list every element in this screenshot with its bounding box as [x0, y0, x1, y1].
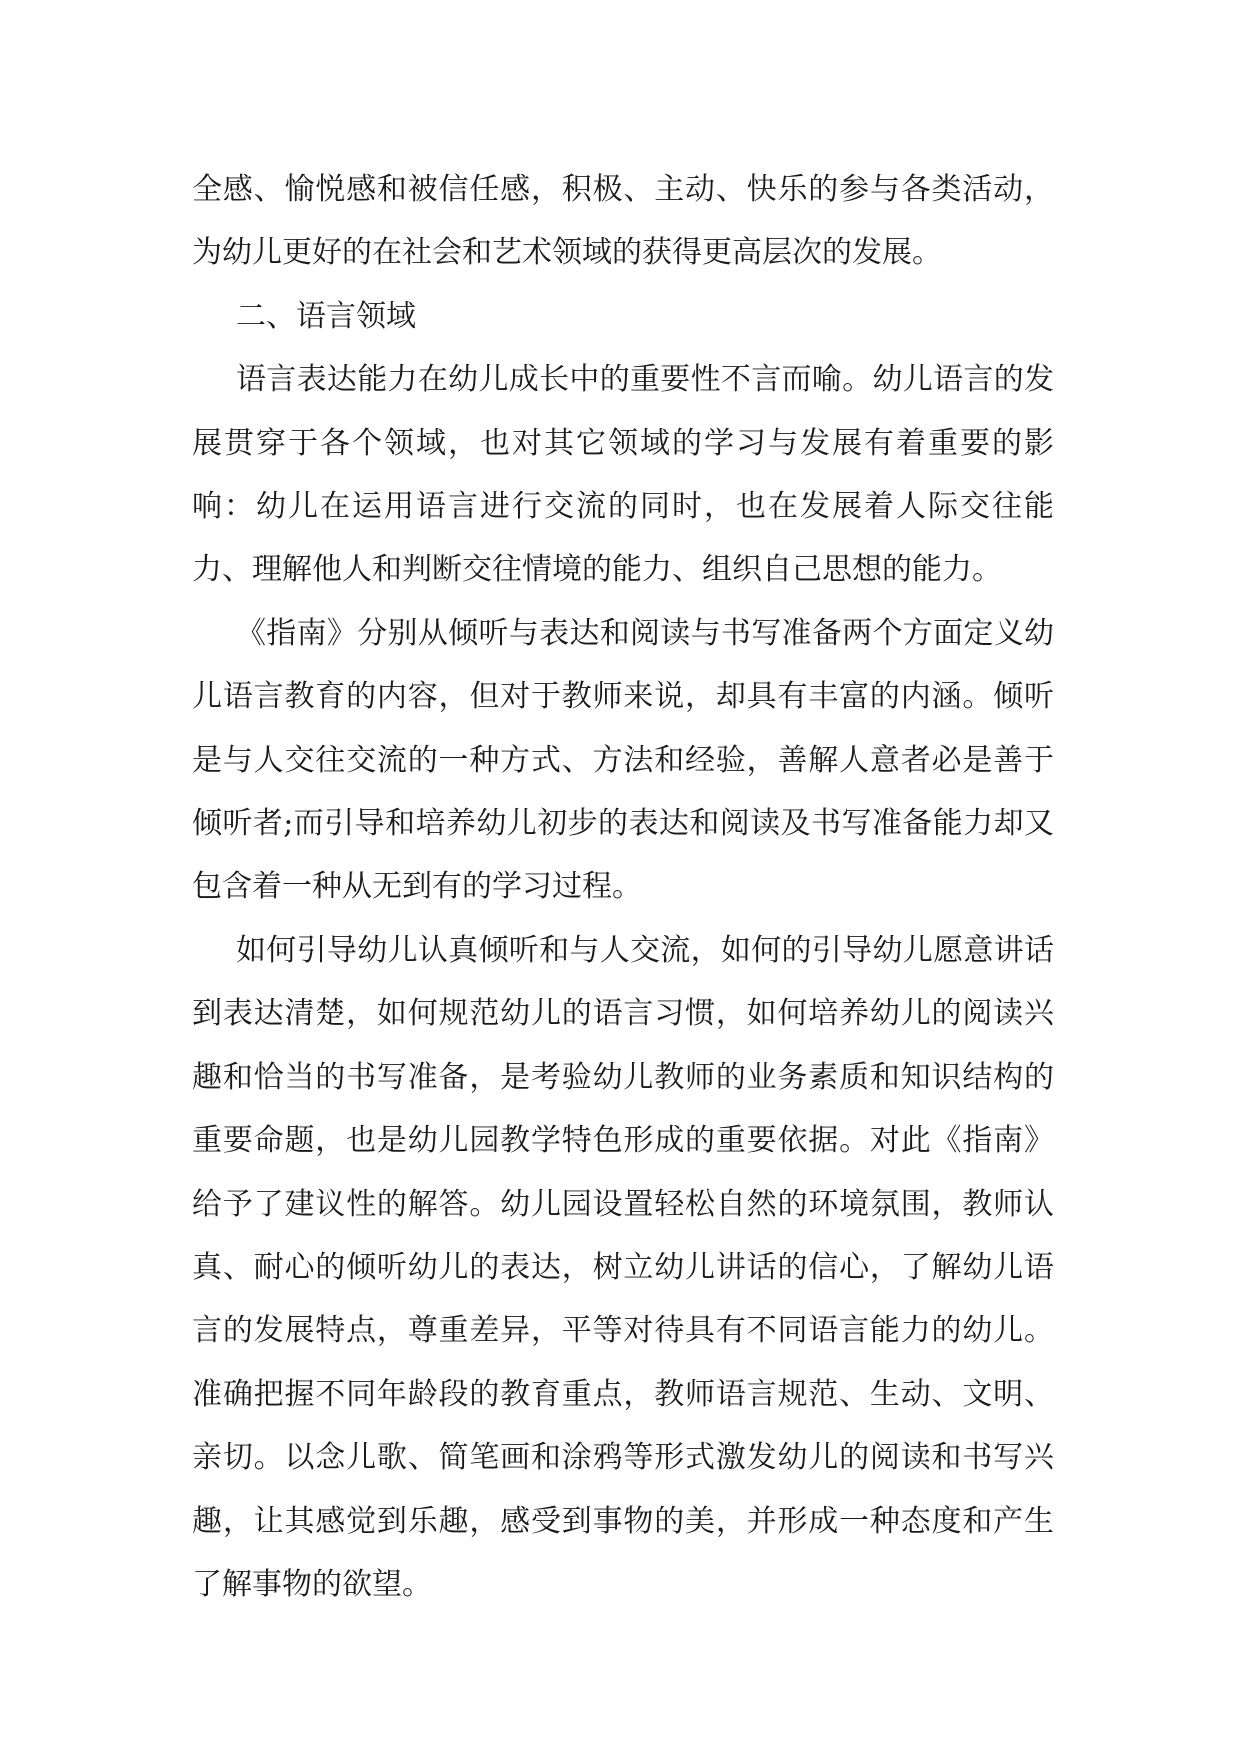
paragraph-language-importance: 语言表达能力在幼儿成长中的重要性不言而喻。幼儿语言的发展贯穿于各个领域，也对其它领域的学习与发展有着重要的影响：幼儿在运用语言进行交流的同时，也在发展着人际交往能力、理解他人和判断交往情境的能力、组织自己思想的能力。 — [192, 362, 1054, 588]
paragraph-guide-definition: 《指南》分别从倾听与表达和阅读与书写准备两个方面定义幼儿语言教育的内容，但对于教师来说，却具有丰富的内涵。倾听是与人交往交流的一种方式、方法和经验，善解人意者必是善于倾听者;而引导和培养幼儿初步的表达和阅读及书写准备能力却又包含着一种从无到有的学习过程。 — [192, 615, 1054, 905]
section-heading-language: 二、语言领域 — [236, 298, 416, 334]
paragraph-continuation: 全感、愉悦感和被信任感，积极、主动、快乐的参与各类活动，为幼儿更好的在社会和艺术领域的获得更高层次的发展。 — [192, 172, 1054, 271]
document-body — [192, 158, 1054, 1616]
paragraph-teaching-guidance: 如何引导幼儿认真倾听和与人交流，如何的引导幼儿愿意讲话到表达清楚，如何规范幼儿的语言习惯，如何培养幼儿的阅读兴趣和恰当的书写准备，是考验幼儿教师的业务素质和知识结构的重要命题，也是幼儿园教学特色形成的重要依据。对此《指南》给予了建议性的解答。幼儿园设置轻松自然的环境氛围，教师认真、耐心的倾听幼儿的表达，树立幼儿讲话的信心，了解幼儿语言的发展特点，尊重差异，平等对待具有不同语言能力的幼儿。准确把握不同年龄段的教育重点，教师语言规范、生动、文明、亲切。以念儿歌、简笔画和涂鸦等形式激发幼儿的阅读和书写兴趣，让其感觉到乐趣，感受到事物的美，并形成一种态度和产生了解事物的欲望。 — [192, 932, 1054, 1602]
